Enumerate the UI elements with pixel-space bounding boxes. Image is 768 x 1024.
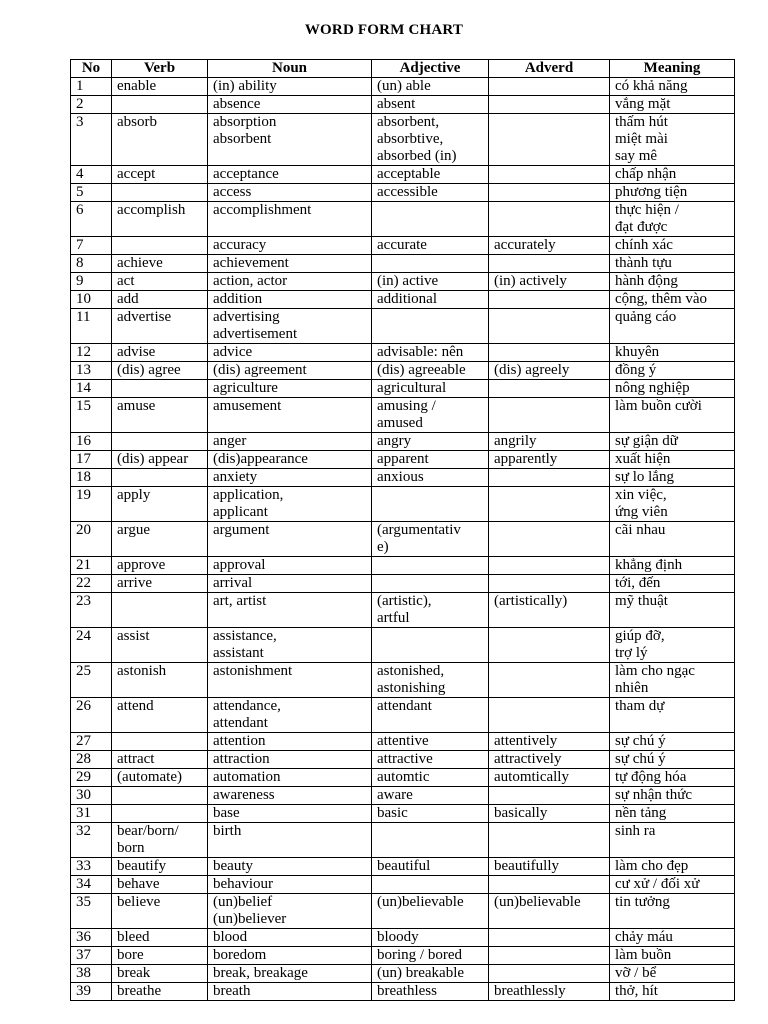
cell-meaning: xin việc, ứng viên [610,487,735,522]
cell-adverd: automtically [489,769,610,787]
cell-meaning: vỡ / bể [610,965,735,983]
cell-meaning: thành tựu [610,255,735,273]
cell-adverd: angrily [489,433,610,451]
table-row [71,787,735,805]
cell-no: 26 [71,698,112,733]
cell-adjective: basic [372,805,489,823]
cell-adjective: additional [372,291,489,309]
cell-verb: (dis) agree [112,362,208,380]
table-row [71,202,735,237]
cell-no: 13 [71,362,112,380]
table-row [71,451,735,469]
cell-noun: application, applicant [208,487,372,522]
cell-verb: beautify [112,858,208,876]
cell-no: 6 [71,202,112,237]
cell-noun: attention [208,733,372,751]
cell-meaning: tin tưởng [610,894,735,929]
cell-no: 24 [71,628,112,663]
cell-adverd [489,628,610,663]
cell-verb [112,469,208,487]
table-row [71,78,735,96]
cell-adverd [489,96,610,114]
cell-no: 11 [71,309,112,344]
cell-adjective: anxious [372,469,489,487]
cell-noun: agriculture [208,380,372,398]
cell-noun: (dis)appearance [208,451,372,469]
cell-verb: advertise [112,309,208,344]
cell-noun: art, artist [208,593,372,628]
cell-noun: addition [208,291,372,309]
cell-adjective: aware [372,787,489,805]
cell-adjective [372,823,489,858]
cell-meaning: mỹ thuật [610,593,735,628]
cell-meaning: đồng ý [610,362,735,380]
cell-noun: break, breakage [208,965,372,983]
cell-no: 31 [71,805,112,823]
cell-noun: breath [208,983,372,1001]
cell-adjective: (dis) agreeable [372,362,489,380]
cell-adjective: (argumentativ e) [372,522,489,557]
cell-adjective: acceptable [372,166,489,184]
header-adverd: Adverd [489,60,610,78]
cell-meaning: sự nhận thức [610,787,735,805]
cell-meaning: quảng cáo [610,309,735,344]
cell-adverd [489,876,610,894]
cell-noun: assistance, assistant [208,628,372,663]
cell-adverd: (in) actively [489,273,610,291]
table-row [71,344,735,362]
table-row [71,522,735,557]
table-row [71,469,735,487]
header-meaning: Meaning [610,60,735,78]
table-row [71,663,735,698]
cell-no: 19 [71,487,112,522]
cell-no: 15 [71,398,112,433]
cell-adjective: bloody [372,929,489,947]
cell-verb: act [112,273,208,291]
cell-noun: attraction [208,751,372,769]
cell-adverd: accurately [489,237,610,255]
cell-verb: break [112,965,208,983]
cell-noun: absorption absorbent [208,114,372,166]
cell-adverd: apparently [489,451,610,469]
cell-meaning: làm cho đẹp [610,858,735,876]
cell-adjective: attentive [372,733,489,751]
cell-meaning: nền tảng [610,805,735,823]
cell-no: 14 [71,380,112,398]
cell-verb: enable [112,78,208,96]
cell-meaning: khẳng định [610,557,735,575]
cell-no: 22 [71,575,112,593]
cell-verb: approve [112,557,208,575]
cell-adverd [489,823,610,858]
cell-no: 7 [71,237,112,255]
cell-verb: bear/born/ born [112,823,208,858]
cell-no: 36 [71,929,112,947]
cell-adjective: absent [372,96,489,114]
cell-meaning: sự chú ý [610,733,735,751]
table-row [71,858,735,876]
table-row [71,433,735,451]
cell-adjective [372,876,489,894]
table-row [71,487,735,522]
cell-meaning: sinh ra [610,823,735,858]
cell-adverd [489,469,610,487]
table-row [71,398,735,433]
table-row [71,309,735,344]
cell-verb: achieve [112,255,208,273]
cell-adjective: (un)believable [372,894,489,929]
cell-meaning: cộng, thêm vào [610,291,735,309]
word-form-table [70,59,735,1001]
cell-adjective [372,557,489,575]
cell-noun: approval [208,557,372,575]
cell-noun: access [208,184,372,202]
cell-noun: behaviour [208,876,372,894]
cell-adverd: basically [489,805,610,823]
cell-no: 4 [71,166,112,184]
cell-verb: bore [112,947,208,965]
table-row [71,983,735,1001]
cell-no: 2 [71,96,112,114]
cell-meaning: làm buồn [610,947,735,965]
cell-verb: (automate) [112,769,208,787]
cell-meaning: chảy máu [610,929,735,947]
cell-meaning: sự giận dữ [610,433,735,451]
table-row [71,947,735,965]
cell-no: 25 [71,663,112,698]
cell-meaning: tham dự [610,698,735,733]
cell-no: 38 [71,965,112,983]
cell-adverd [489,309,610,344]
cell-noun: (dis) agreement [208,362,372,380]
cell-noun: absence [208,96,372,114]
cell-adverd: breathlessly [489,983,610,1001]
cell-adverd [489,398,610,433]
table-row [71,751,735,769]
cell-adjective: beautiful [372,858,489,876]
cell-meaning: chính xác [610,237,735,255]
cell-adverd [489,184,610,202]
header-row [71,60,735,78]
cell-adjective [372,628,489,663]
cell-adjective: accurate [372,237,489,255]
cell-adjective: angry [372,433,489,451]
cell-adjective: astonished, astonishing [372,663,489,698]
cell-verb: attend [112,698,208,733]
cell-verb: (dis) appear [112,451,208,469]
cell-verb: breathe [112,983,208,1001]
cell-no: 33 [71,858,112,876]
table-body [71,78,735,1001]
cell-verb: argue [112,522,208,557]
cell-verb: absorb [112,114,208,166]
cell-meaning: phương tiện [610,184,735,202]
table-row [71,273,735,291]
cell-verb [112,184,208,202]
cell-no: 32 [71,823,112,858]
cell-adverd [489,575,610,593]
table-row [71,255,735,273]
cell-adjective: boring / bored [372,947,489,965]
cell-adjective [372,575,489,593]
cell-verb: assist [112,628,208,663]
cell-meaning: hành động [610,273,735,291]
cell-verb: accept [112,166,208,184]
cell-adjective [372,202,489,237]
cell-noun: achievement [208,255,372,273]
table-row [71,237,735,255]
table-row [71,628,735,663]
cell-noun: arrival [208,575,372,593]
cell-adverd [489,557,610,575]
cell-adverd [489,698,610,733]
cell-noun: acceptance [208,166,372,184]
header-adjective: Adjective [372,60,489,78]
cell-no: 35 [71,894,112,929]
cell-adjective [372,309,489,344]
cell-meaning: cư xử / đối xử [610,876,735,894]
document-title: WORD FORM CHART [304,22,464,38]
cell-noun: amusement [208,398,372,433]
cell-verb [112,433,208,451]
cell-noun: attendance, attendant [208,698,372,733]
table-row [71,114,735,166]
cell-meaning: sự chú ý [610,751,735,769]
cell-meaning: giúp đỡ, trợ lý [610,628,735,663]
cell-no: 23 [71,593,112,628]
cell-adverd: attractively [489,751,610,769]
cell-noun: blood [208,929,372,947]
cell-meaning: xuất hiện [610,451,735,469]
cell-adjective: automtic [372,769,489,787]
cell-adverd [489,380,610,398]
cell-noun: (un)belief (un)believer [208,894,372,929]
cell-verb: advise [112,344,208,362]
cell-adverd: (dis) agreely [489,362,610,380]
table-row [71,733,735,751]
cell-verb [112,593,208,628]
cell-meaning: có khả năng [610,78,735,96]
cell-verb: accomplish [112,202,208,237]
header-verb: Verb [112,60,208,78]
cell-adjective: attractive [372,751,489,769]
cell-adjective: (un) breakable [372,965,489,983]
table-row [71,698,735,733]
cell-adverd [489,663,610,698]
cell-adverd [489,166,610,184]
cell-noun: automation [208,769,372,787]
table-row [71,575,735,593]
cell-adjective: amusing / amused [372,398,489,433]
cell-adverd [489,344,610,362]
cell-verb: behave [112,876,208,894]
cell-verb [112,237,208,255]
cell-adverd: beautifully [489,858,610,876]
cell-no: 27 [71,733,112,751]
cell-adjective: agricultural [372,380,489,398]
cell-noun: action, actor [208,273,372,291]
cell-no: 37 [71,947,112,965]
cell-verb: arrive [112,575,208,593]
cell-adverd [489,78,610,96]
cell-adverd [489,965,610,983]
cell-adjective: apparent [372,451,489,469]
table-row [71,362,735,380]
cell-verb: add [112,291,208,309]
cell-no: 21 [71,557,112,575]
cell-adjective: breathless [372,983,489,1001]
cell-meaning: thực hiện / đạt được [610,202,735,237]
table-row [71,805,735,823]
cell-meaning: thấm hút miệt mài say mê [610,114,735,166]
cell-meaning: tự động hóa [610,769,735,787]
cell-meaning: nông nghiệp [610,380,735,398]
table-row [71,380,735,398]
cell-noun: argument [208,522,372,557]
cell-meaning: khuyên [610,344,735,362]
cell-adverd [489,291,610,309]
cell-noun: astonishment [208,663,372,698]
cell-noun: (in) ability [208,78,372,96]
cell-meaning: sự lo lắng [610,469,735,487]
cell-adverd [489,114,610,166]
table-row [71,894,735,929]
cell-verb [112,805,208,823]
cell-verb [112,96,208,114]
table-row [71,823,735,858]
table-row [71,593,735,628]
cell-verb: attract [112,751,208,769]
cell-noun: birth [208,823,372,858]
cell-no: 20 [71,522,112,557]
cell-no: 18 [71,469,112,487]
cell-adjective: accessible [372,184,489,202]
cell-no: 10 [71,291,112,309]
cell-adjective: (in) active [372,273,489,291]
cell-meaning: chấp nhận [610,166,735,184]
cell-no: 28 [71,751,112,769]
cell-no: 9 [71,273,112,291]
cell-noun: boredom [208,947,372,965]
table-row [71,876,735,894]
table-row [71,96,735,114]
cell-verb: amuse [112,398,208,433]
cell-meaning: làm cho ngạc nhiên [610,663,735,698]
cell-meaning: làm buồn cười [610,398,735,433]
cell-adjective: (artistic), artful [372,593,489,628]
cell-no: 5 [71,184,112,202]
cell-verb [112,787,208,805]
cell-adverd [489,929,610,947]
cell-adjective [372,487,489,522]
table-row [71,166,735,184]
cell-adverd [489,787,610,805]
cell-noun: accuracy [208,237,372,255]
cell-adverd: (artistically) [489,593,610,628]
cell-noun: awareness [208,787,372,805]
cell-no: 30 [71,787,112,805]
cell-verb: astonish [112,663,208,698]
cell-no: 1 [71,78,112,96]
cell-adverd [489,487,610,522]
cell-adjective: (un) able [372,78,489,96]
cell-adverd [489,255,610,273]
cell-noun: accomplishment [208,202,372,237]
cell-meaning: cãi nhau [610,522,735,557]
cell-no: 3 [71,114,112,166]
cell-noun: anger [208,433,372,451]
table-row [71,965,735,983]
table-row [71,291,735,309]
cell-adjective: attendant [372,698,489,733]
cell-no: 39 [71,983,112,1001]
cell-verb: believe [112,894,208,929]
header-noun: Noun [208,60,372,78]
cell-noun: anxiety [208,469,372,487]
cell-adjective: absorbent, absorbtive, absorbed (in) [372,114,489,166]
table-row [71,184,735,202]
header-no: No [71,60,112,78]
cell-meaning: vắng mặt [610,96,735,114]
cell-adjective: advisable: nên [372,344,489,362]
cell-no: 8 [71,255,112,273]
cell-noun: base [208,805,372,823]
cell-noun: beauty [208,858,372,876]
table-row [71,769,735,787]
cell-adverd [489,202,610,237]
cell-meaning: thở, hít [610,983,735,1001]
cell-no: 17 [71,451,112,469]
cell-adverd: attentively [489,733,610,751]
cell-meaning: tới, đến [610,575,735,593]
cell-adverd [489,522,610,557]
cell-adverd: (un)believable [489,894,610,929]
cell-no: 34 [71,876,112,894]
cell-verb [112,733,208,751]
cell-noun: advice [208,344,372,362]
table-row [71,557,735,575]
cell-verb: bleed [112,929,208,947]
cell-verb: apply [112,487,208,522]
cell-no: 16 [71,433,112,451]
cell-verb [112,380,208,398]
cell-noun: advertising advertisement [208,309,372,344]
cell-no: 12 [71,344,112,362]
cell-no: 29 [71,769,112,787]
table-row [71,929,735,947]
cell-adjective [372,255,489,273]
cell-adverd [489,947,610,965]
